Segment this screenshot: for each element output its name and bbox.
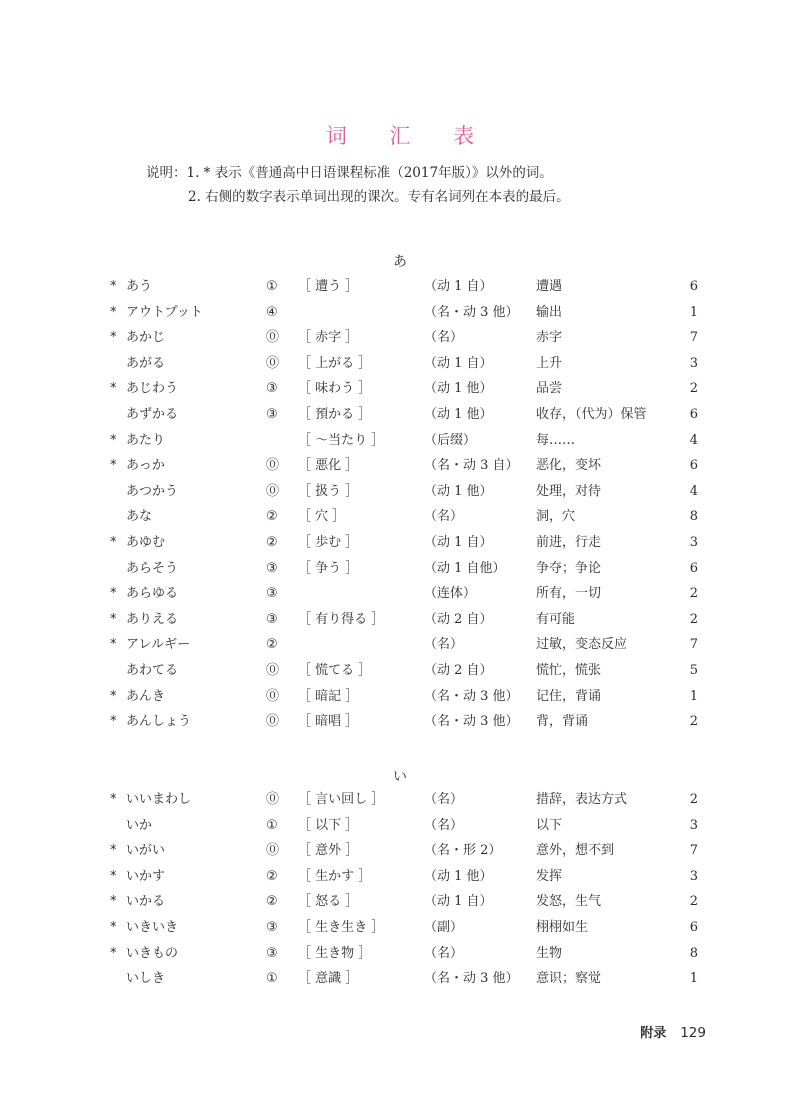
entry-kana: あわてる: [126, 662, 179, 678]
entry-lesson: 3: [689, 534, 698, 550]
entry-kanji: ［ 慌てる ］: [298, 662, 372, 678]
vocab-row: [0, 274, 800, 300]
entry-lesson: 7: [689, 843, 698, 859]
entry-kana: あんき: [126, 688, 166, 704]
vocab-row: [0, 838, 800, 864]
entry-part-of-speech: （名・动 3 他）: [424, 304, 519, 320]
entry-accent: ②: [266, 509, 278, 525]
entry-part-of-speech: （动 1 自）: [424, 534, 493, 550]
entry-part-of-speech: （动 2 自）: [424, 662, 493, 678]
entry-kana: あっか: [126, 458, 165, 474]
vocab-row: [0, 428, 800, 454]
entry-kanji: ［ 暗唱 ］: [298, 714, 359, 730]
entry-meaning: 收存，（代为）保管: [536, 406, 647, 422]
entry-accent: ①: [266, 279, 278, 294]
entry-part-of-speech: （动 1 他）: [424, 381, 493, 397]
vocab-row: [0, 300, 800, 326]
entry-meaning: 处理，对待: [536, 483, 602, 499]
entry-lesson: 5: [689, 662, 698, 678]
entry-part-of-speech: （名・动 3 他）: [424, 688, 519, 704]
entry-meaning: 生物: [536, 945, 563, 961]
entry-kanji: ［ 生かす ］: [298, 868, 372, 884]
vocab-row: [0, 556, 800, 582]
entry-lesson: 2: [689, 792, 698, 807]
note-line-2: 2. 右侧的数字表示单词出现的课次。专有名词列在本表的最后。: [188, 189, 570, 205]
entry-meaning: 背，背诵: [536, 714, 589, 730]
entry-star-marker: *: [110, 586, 117, 602]
entry-star-marker: *: [110, 534, 117, 550]
entry-meaning: 栩栩如生: [536, 919, 589, 935]
entry-meaning: 所有，一切: [536, 586, 602, 602]
entry-kana: いかす: [126, 868, 166, 884]
vocab-row: [0, 402, 800, 428]
entry-lesson: 7: [689, 330, 698, 346]
entry-kanji: ［ 有り得る ］: [298, 611, 385, 627]
entry-kana: あずかる: [126, 406, 179, 422]
vocab-row: [0, 966, 800, 992]
entry-lesson: 1: [689, 304, 698, 320]
entry-lesson: 6: [689, 406, 698, 422]
entry-accent: ③: [266, 586, 278, 602]
entry-meaning: 前进，行走: [536, 534, 602, 550]
entry-kanji: ［ 意外 ］: [298, 843, 359, 859]
entry-meaning: 上升: [536, 355, 563, 371]
entry-star-marker: *: [110, 432, 117, 448]
entry-kana: あかじ: [126, 330, 166, 346]
entry-kanji: ［ 怒る ］: [298, 894, 359, 910]
entry-kanji: ［ 争う ］: [298, 560, 359, 576]
entry-part-of-speech: （动 1 自）: [424, 355, 493, 371]
vocab-row: [0, 607, 800, 633]
entry-kanji: ［ 赤字 ］: [298, 330, 359, 346]
entry-star-marker: *: [110, 611, 117, 627]
entry-lesson: 1: [689, 971, 698, 987]
entry-part-of-speech: （名）: [424, 945, 464, 961]
entry-kanji: ［ ～当たり ］: [298, 432, 385, 448]
entry-kana: いしき: [126, 971, 166, 987]
entry-lesson: 6: [689, 279, 698, 294]
entry-accent: ⓪: [266, 688, 280, 704]
entry-kanji: ［ 悪化 ］: [298, 458, 359, 474]
entry-accent: ⓪: [266, 355, 280, 371]
entry-part-of-speech: （连体）: [424, 586, 477, 602]
entry-accent: ⓪: [266, 792, 280, 807]
entry-meaning: 洞，穴: [536, 509, 576, 525]
entry-accent: ③: [266, 381, 278, 397]
entry-kanji: ［ 遭う ］: [298, 279, 359, 294]
entry-part-of-speech: （名・动 3 自）: [424, 458, 519, 474]
vocab-row: [0, 889, 800, 915]
entry-meaning: 恶化，变坏: [536, 458, 602, 474]
entry-star-marker: *: [110, 843, 117, 859]
entry-kana: ありえる: [126, 611, 179, 627]
entry-kana: あたり: [126, 432, 166, 448]
entry-part-of-speech: （名）: [424, 792, 464, 807]
entry-lesson: 8: [689, 509, 698, 525]
entry-kanji: ［ 以下 ］: [298, 817, 359, 833]
entry-lesson: 4: [689, 432, 698, 448]
entry-part-of-speech: （动 1 自他）: [424, 560, 506, 576]
vocab-row: [0, 813, 800, 839]
entry-accent: ③: [266, 919, 278, 935]
entry-part-of-speech: （动 1 自）: [424, 279, 493, 294]
entry-meaning: 记住，背诵: [536, 688, 602, 704]
entry-kana: あう: [126, 279, 153, 294]
vocab-row: [0, 351, 800, 377]
section-rows-i: [0, 787, 800, 992]
entry-part-of-speech: （动 2 自）: [424, 611, 493, 627]
section-header-a: あ: [393, 254, 407, 270]
vocab-row: [0, 530, 800, 556]
entry-accent: ⓪: [266, 483, 280, 499]
entry-lesson: 6: [689, 458, 698, 474]
entry-part-of-speech: （副）: [424, 919, 464, 935]
entry-accent: ①: [266, 971, 278, 987]
entry-kanji: ［ 上がる ］: [298, 355, 372, 371]
entry-accent: ③: [266, 560, 278, 576]
section-rows-a: [0, 274, 800, 735]
entry-star-marker: *: [110, 894, 117, 910]
entry-kanji: ［ 穴 ］: [298, 509, 346, 525]
vocab-row: [0, 325, 800, 351]
entry-kanji: ［ 意識 ］: [298, 971, 359, 987]
entry-lesson: 2: [689, 586, 698, 602]
entry-kana: あゆむ: [126, 534, 166, 550]
entry-part-of-speech: （动 1 他）: [424, 483, 493, 499]
entry-part-of-speech: （名・动 3 他）: [424, 714, 519, 730]
entry-kana: いきもの: [126, 945, 179, 961]
entry-star-marker: *: [110, 637, 117, 653]
entry-accent: ④: [266, 304, 278, 320]
entry-part-of-speech: （名）: [424, 637, 464, 653]
entry-star-marker: *: [110, 919, 117, 935]
entry-meaning: 争夺；争论: [536, 560, 602, 576]
entry-kanji: ［ 味わう ］: [298, 381, 372, 397]
entry-accent: ③: [266, 406, 278, 422]
entry-star-marker: *: [110, 792, 117, 807]
entry-part-of-speech: （动 1 自）: [424, 894, 493, 910]
entry-lesson: 3: [689, 355, 698, 371]
vocab-row: [0, 864, 800, 890]
entry-kanji: ［ 言い回し ］: [298, 792, 385, 807]
vocab-row: [0, 787, 800, 813]
entry-meaning: 输出: [536, 304, 563, 320]
entry-part-of-speech: （名・形 2）: [424, 843, 502, 859]
entry-accent: ②: [266, 894, 278, 910]
entry-star-marker: *: [110, 330, 117, 346]
entry-meaning: 慌忙，慌张: [536, 662, 602, 678]
entry-accent: ②: [266, 534, 278, 550]
entry-part-of-speech: （名）: [424, 330, 464, 346]
entry-lesson: 4: [689, 483, 698, 499]
entry-accent: ①: [266, 817, 278, 833]
entry-kana: いか: [126, 817, 153, 833]
entry-kana: アレルギー: [126, 637, 191, 653]
entry-accent: ⓪: [266, 714, 280, 730]
entry-star-marker: *: [110, 458, 117, 474]
entry-kana: あがる: [126, 355, 166, 371]
entry-part-of-speech: （动 1 他）: [424, 868, 493, 884]
entry-kanji: ［ 預かる ］: [298, 406, 372, 422]
entry-lesson: 1: [689, 688, 698, 704]
entry-kana: あじわう: [126, 381, 179, 397]
entry-kanji: ［ 歩む ］: [298, 534, 359, 550]
entry-kanji: ［ 生き生き ］: [298, 919, 385, 935]
entry-accent: ⓪: [266, 330, 280, 346]
entry-meaning: 过敏，变态反应: [536, 637, 628, 653]
entry-meaning: 发挥: [536, 868, 563, 884]
entry-lesson: 6: [689, 560, 698, 576]
vocab-row: [0, 941, 800, 967]
entry-part-of-speech: （名）: [424, 817, 464, 833]
page-title: 词 汇 表: [325, 124, 493, 148]
entry-meaning: 意识；察觉: [536, 971, 602, 987]
entry-accent: ⓪: [266, 843, 280, 859]
entry-lesson: 3: [689, 817, 698, 833]
entry-kana: いかる: [126, 894, 166, 910]
entry-lesson: 3: [689, 868, 698, 884]
vocab-row: [0, 504, 800, 530]
footer-label: 附录: [640, 1026, 667, 1041]
notes: [146, 161, 746, 209]
entry-accent: ②: [266, 868, 278, 884]
note-line-1: 说明：1. * 表示《普通高中日语课程标准（2017年版）》以外的词。: [146, 165, 553, 181]
entry-meaning: 每……: [536, 432, 576, 448]
entry-kana: アウトプット: [126, 304, 203, 320]
entry-kana: あつかう: [126, 483, 179, 499]
vocab-row: [0, 453, 800, 479]
entry-meaning: 意外，想不到: [536, 843, 615, 859]
entry-meaning: 赤字: [536, 330, 563, 346]
entry-lesson: 2: [689, 381, 698, 397]
entry-meaning: 遭遇: [536, 279, 563, 294]
entry-star-marker: *: [110, 945, 117, 961]
entry-lesson: 2: [689, 714, 698, 730]
entry-kanji: ［ 暗記 ］: [298, 688, 359, 704]
entry-star-marker: *: [110, 714, 117, 730]
entry-kana: あんしょう: [126, 714, 192, 730]
entry-star-marker: *: [110, 381, 117, 397]
vocab-row: [0, 376, 800, 402]
entry-lesson: 7: [689, 637, 698, 653]
vocab-row: [0, 632, 800, 658]
entry-kana: いきいき: [126, 919, 179, 935]
vocab-row: [0, 709, 800, 735]
entry-lesson: 2: [689, 894, 698, 910]
entry-star-marker: *: [110, 868, 117, 884]
vocab-row: [0, 581, 800, 607]
entry-kana: あらそう: [126, 560, 179, 576]
entry-star-marker: *: [110, 688, 117, 704]
vocab-row: [0, 915, 800, 941]
entry-kana: あな: [126, 509, 153, 525]
section-header-i: い: [393, 769, 407, 785]
entry-kana: あらゆる: [126, 586, 179, 602]
entry-meaning: 品尝: [536, 381, 563, 397]
entry-part-of-speech: （名）: [424, 509, 464, 525]
entry-lesson: 6: [689, 919, 698, 935]
entry-kana: いいまわし: [126, 792, 192, 807]
entry-accent: ⓪: [266, 662, 280, 678]
vocab-row: [0, 479, 800, 505]
entry-accent: ②: [266, 637, 278, 653]
entry-meaning: 有可能: [536, 611, 576, 627]
entry-kanji: ［ 扱う ］: [298, 483, 359, 499]
page-footer: [600, 1022, 706, 1041]
entry-star-marker: *: [110, 279, 117, 294]
entry-part-of-speech: （名・动 3 他）: [424, 971, 519, 987]
entry-meaning: 发怒，生气: [536, 894, 602, 910]
entry-part-of-speech: （动 1 他）: [424, 406, 493, 422]
entry-meaning: 措辞，表达方式: [536, 792, 628, 807]
vocab-row: [0, 684, 800, 710]
entry-kanji: ［ 生き物 ］: [298, 945, 372, 961]
entry-lesson: 8: [689, 945, 698, 961]
entry-accent: ③: [266, 611, 278, 627]
page-number: 129: [680, 1025, 706, 1041]
entry-meaning: 以下: [536, 817, 563, 833]
entry-lesson: 2: [689, 611, 698, 627]
entry-accent: ⓪: [266, 458, 280, 474]
entry-part-of-speech: （后缀）: [424, 432, 477, 448]
entry-star-marker: *: [110, 304, 117, 320]
entry-accent: ③: [266, 945, 278, 961]
vocab-row: [0, 658, 800, 684]
entry-kana: いがい: [126, 843, 166, 859]
